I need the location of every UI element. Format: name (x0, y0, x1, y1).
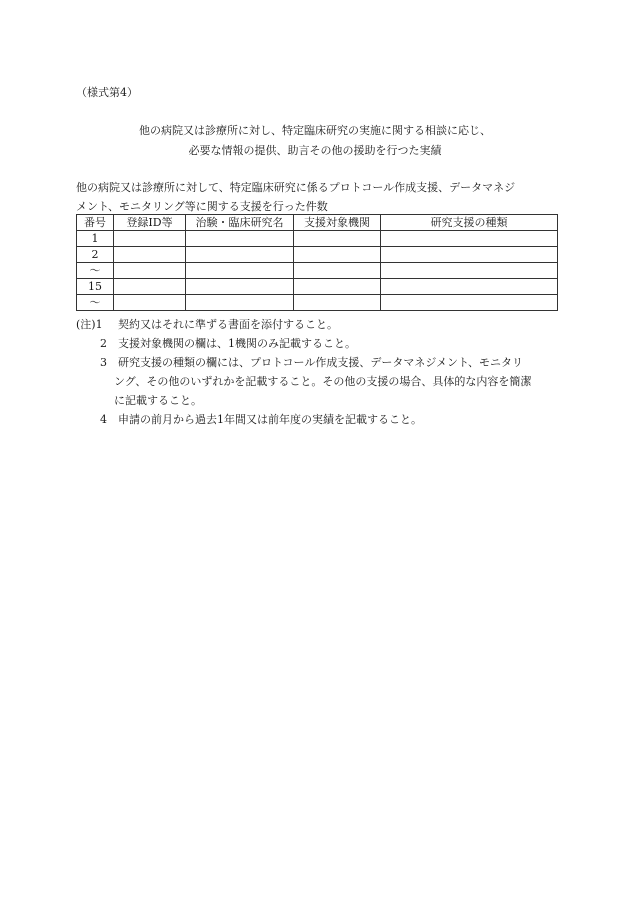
table-row (77, 279, 558, 295)
cell-study-name (186, 295, 294, 311)
table-row (77, 295, 558, 311)
cell-study-name (186, 263, 294, 279)
notes-prefix: (注)1 (76, 318, 103, 331)
cell-registration-id (114, 279, 186, 295)
table-row (77, 247, 558, 263)
cell-support-type (381, 295, 558, 311)
intro-line-1: 他の病院又は診療所に対して、特定臨床研究に係るプロトコール作成支援、データマネジ (76, 181, 516, 194)
note-text-line: 研究支援の種類の欄には、プロトコール作成支援、データマネジメント、モニタリ (118, 356, 524, 369)
cell-number: 2 (77, 247, 114, 263)
table-row (77, 231, 558, 247)
note-number: 2 (100, 337, 107, 350)
note-item (76, 334, 561, 353)
note-text (76, 353, 561, 410)
cell-support-type (381, 231, 558, 247)
cell-registration-id (114, 231, 186, 247)
cell-target-institution (294, 279, 381, 295)
cell-registration-id (114, 295, 186, 311)
cell-number: 〜 (77, 263, 114, 279)
intro-text (76, 178, 556, 216)
header-target-institution: 支援対象機関 (294, 215, 381, 231)
cell-target-institution (294, 247, 381, 263)
cell-support-type (381, 263, 558, 279)
header-number: 番号 (77, 215, 114, 231)
intro-line-2: メント、モニタリング等に関する支援を行った件数 (76, 200, 328, 213)
cell-support-type (381, 247, 558, 263)
note-item (76, 410, 561, 429)
note-text: 支援対象機関の欄は、1機関のみ記載すること。 (118, 337, 356, 350)
cell-registration-id (114, 263, 186, 279)
cell-target-institution (294, 231, 381, 247)
note-number: 3 (100, 356, 107, 369)
table-header-row (77, 215, 558, 231)
document-title-line-2: 必要な情報の提供、助言その他の援助を行つた実績 (188, 144, 442, 157)
notes-section (76, 315, 561, 429)
note-text: 契約又はそれに準ずる書面を添付すること。 (118, 318, 338, 331)
note-item (76, 315, 561, 334)
cell-number: 15 (77, 279, 114, 295)
cell-study-name (186, 279, 294, 295)
cell-number: 1 (77, 231, 114, 247)
note-number: 4 (100, 413, 107, 426)
header-registration-id: 登録ID等 (114, 215, 186, 231)
cell-registration-id (114, 247, 186, 263)
cell-target-institution (294, 263, 381, 279)
support-table (76, 214, 558, 311)
cell-study-name (186, 247, 294, 263)
note-text-line: に記載すること。 (114, 394, 202, 407)
cell-support-type (381, 279, 558, 295)
note-text: 申請の前月から過去1年間又は前年度の実績を記載すること。 (118, 413, 422, 426)
header-support-type: 研究支援の種類 (381, 215, 558, 231)
header-study-name: 治験・臨床研究名 (186, 215, 294, 231)
cell-number: 〜 (77, 295, 114, 311)
form-number-label: （様式第4） (76, 86, 138, 99)
document-title-line-1: 他の病院又は診療所に対し、特定臨床研究の実施に関する相談に応じ、 (139, 124, 491, 137)
note-item (76, 353, 561, 410)
cell-target-institution (294, 295, 381, 311)
table-row (77, 263, 558, 279)
note-text-line: ング、その他のいずれかを記載すること。その他の支援の場合、具体的な内容を簡潔 (114, 375, 532, 388)
cell-study-name (186, 231, 294, 247)
